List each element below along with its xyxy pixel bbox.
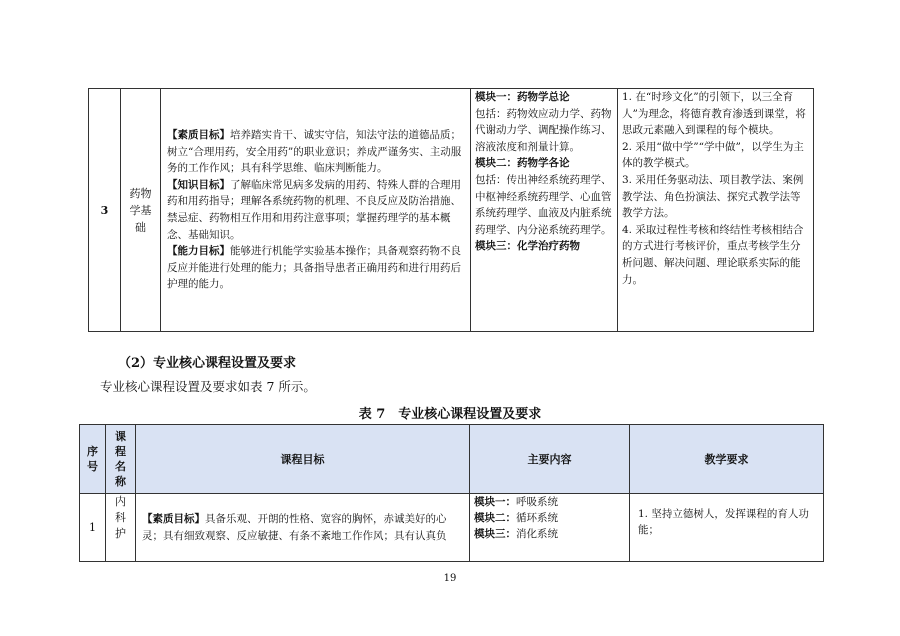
table-header-row (80, 425, 824, 494)
section-heading: （2）专业核心课程设置及要求 (118, 356, 297, 371)
header-goals: 课程目标 (136, 425, 470, 494)
requirement-item: 3. 采用任务驱动法、项目教学法、案例教学法、角色扮演法、探究式教学法等教学方法。 (622, 173, 804, 220)
teaching-requirements (618, 89, 814, 332)
header-requirements: 教学要求 (630, 425, 824, 494)
requirement-item: 2. 采用“做中学”“学中做”，以学生为主体的教学模式。 (622, 140, 804, 170)
header-course-name: 课程名称 (106, 425, 136, 494)
main-content (471, 89, 618, 332)
course-goals (161, 89, 471, 332)
module-title: 模块三：化学治疗药物 (475, 240, 580, 253)
goal-ability: 【能力目标】能够进行机能学实验基本操作；具备观察药物不良反应并能进行处理的能力；具备指导患者正确用药和进行用药后护理的能力。 (167, 245, 461, 291)
teaching-requirements: 1. 坚持立德树人，发挥课程的育人功能； (630, 494, 824, 562)
module-title: 模块二：药物学各论 (475, 157, 570, 170)
module-text: 包括：传出神经系统药理学、中枢神经系统药理学、心血管系统药理学、血液及内脏系统药理学、内分泌系统药理学。 (475, 173, 612, 236)
module-item: 模块二：循环系统 (474, 512, 558, 524)
requirement-item: 4. 采取过程性考核和终结性考核相结合的方式进行考核评价，重点考核学生分析问题、解决问题、理论联系实际的能力。 (622, 223, 804, 286)
goal-quality: 【素质目标】培养踏实肯干、诚实守信，知法守法的道德品质；树立“合理用药，安全用药”的职业意识；养成严谨务实、主动服务的工作作风；具有科学思维、临床判断能力。 (167, 129, 462, 175)
core-course-table (79, 424, 824, 562)
table-row (89, 89, 814, 332)
main-content (470, 494, 630, 562)
table-row (80, 494, 824, 562)
module-item: 模块一：呼吸系统 (474, 496, 558, 508)
header-content: 主要内容 (470, 425, 630, 494)
course-table-continued (88, 88, 814, 332)
row-number: 1 (80, 494, 106, 562)
course-goals: 【素质目标】具备乐观、开朗的性格、宽容的胸怀，赤诚美好的心灵；具有细致观察、反应敏捷、有条不紊地工作作风；具有认真负 (136, 494, 470, 562)
goal-knowledge: 【知识目标】了解临床常见病多发病的用药、特殊人群的合理用药和用药指导；理解各系统药物的机理、不良反应及防治措施、禁忌症、药物相互作用和用药注意事项；掌握药理学的基本概念、基础知识。 (167, 178, 461, 241)
header-number: 序号 (80, 425, 106, 494)
module-item: 模块三：消化系统 (474, 528, 558, 540)
course-name: 内科护 (106, 494, 136, 562)
page-number: 19 (443, 573, 457, 584)
course-name: 药物学基础 (121, 89, 161, 332)
table-caption: 表 7 专业核心课程设置及要求 (358, 407, 542, 422)
body-paragraph: 专业核心课程设置及要求如表 7 所示。 (100, 379, 316, 394)
row-number: 3 (89, 89, 121, 332)
requirement-item: 1. 在“时珍文化”的引领下，以三全育人”为理念，将德育教育渗透到课堂，将思政元素融入到课程的每个模块。 (622, 91, 806, 137)
module-title: 模块一：药物学总论 (475, 91, 570, 103)
module-text: 包括：药物效应动力学、药物代谢动力学、调配操作练习、溶液浓度和剂量计算。 (475, 107, 612, 153)
